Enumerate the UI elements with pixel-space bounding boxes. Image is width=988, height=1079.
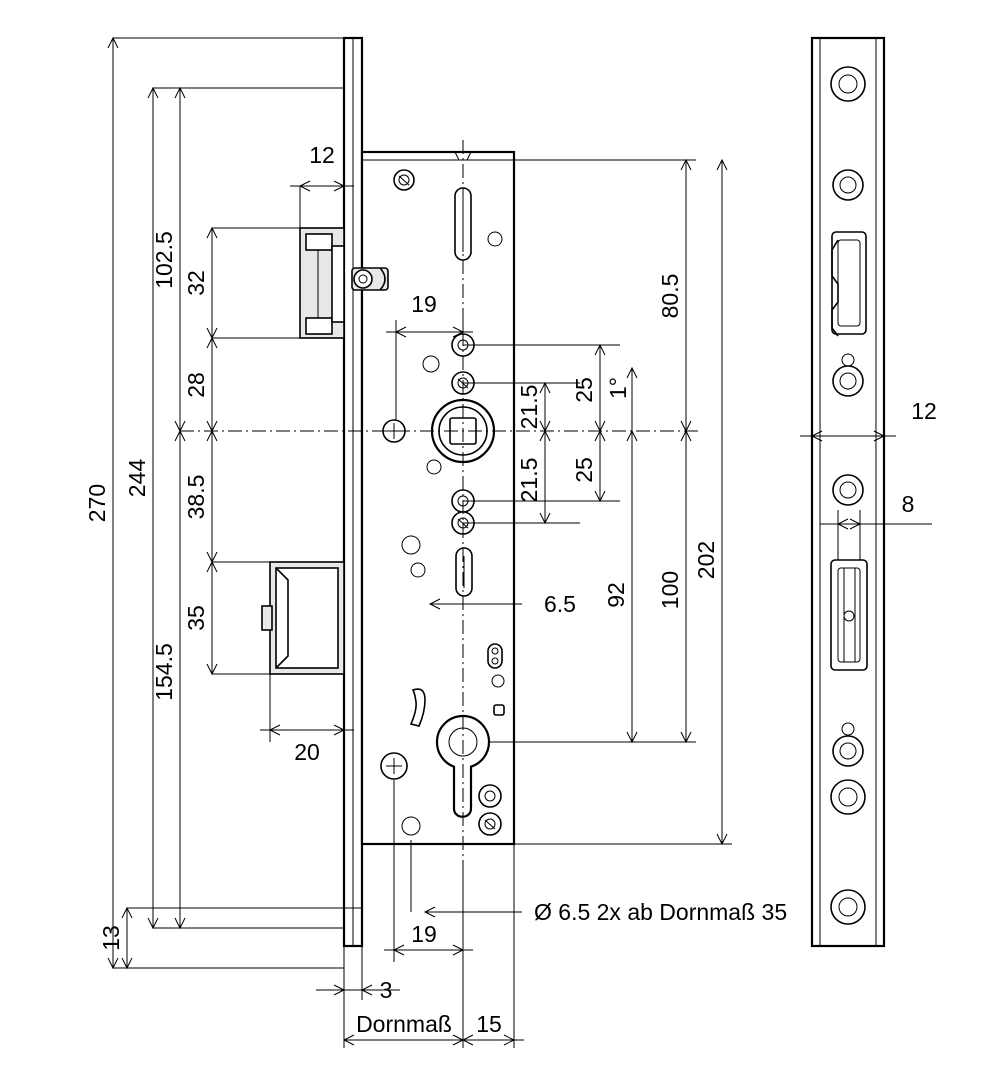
side-latch-opening	[832, 232, 866, 336]
dim-1-degree: 1°	[605, 377, 631, 399]
front-view	[180, 38, 700, 960]
hole-note: Ø 6.5 2x ab Dornmaß 35	[534, 899, 788, 925]
lower-slot	[456, 548, 472, 596]
dim-80-5: 80.5	[657, 273, 683, 319]
dim-154-5: 154.5	[151, 643, 177, 701]
left-dimension-stack	[84, 38, 362, 968]
dim-13: 13	[98, 925, 124, 951]
dim-32: 32	[183, 270, 209, 296]
dim-19-lower: 19	[411, 921, 437, 947]
dim-15: 15	[476, 1011, 502, 1037]
faceplate	[344, 38, 362, 946]
auxiliary-trigger	[352, 268, 388, 290]
dead-bolt	[262, 562, 344, 674]
dim-side-12: 12	[911, 398, 937, 424]
dim-20: 20	[294, 739, 320, 765]
dim-244: 244	[124, 458, 150, 498]
side-bolt-opening	[831, 560, 867, 670]
latch-bolt	[300, 228, 344, 338]
dim-25-lower: 25	[571, 457, 597, 483]
dim-38-5: 38.5	[183, 474, 209, 520]
dim-21-5-lower: 21.5	[516, 457, 542, 503]
dim-270: 270	[84, 483, 110, 523]
dim-21-5-upper: 21.5	[516, 384, 542, 430]
dim-19-upper: 19	[411, 291, 437, 317]
dim-20-group	[260, 674, 354, 765]
dim-92: 92	[603, 582, 629, 608]
dim-28: 28	[183, 372, 209, 398]
side-view	[800, 38, 937, 946]
dim-25-upper: 25	[571, 377, 597, 403]
dim-3: 3	[379, 977, 393, 1003]
dim-35: 35	[183, 605, 209, 631]
dim-12: 12	[309, 142, 335, 168]
dim-6-5: 6.5	[544, 591, 576, 617]
dornmass-label: Dornmaß	[356, 1011, 452, 1037]
dim-side-8: 8	[901, 491, 915, 517]
dim-202: 202	[693, 540, 719, 580]
dim-100: 100	[657, 570, 683, 610]
dim-102-5: 102.5	[151, 231, 177, 289]
